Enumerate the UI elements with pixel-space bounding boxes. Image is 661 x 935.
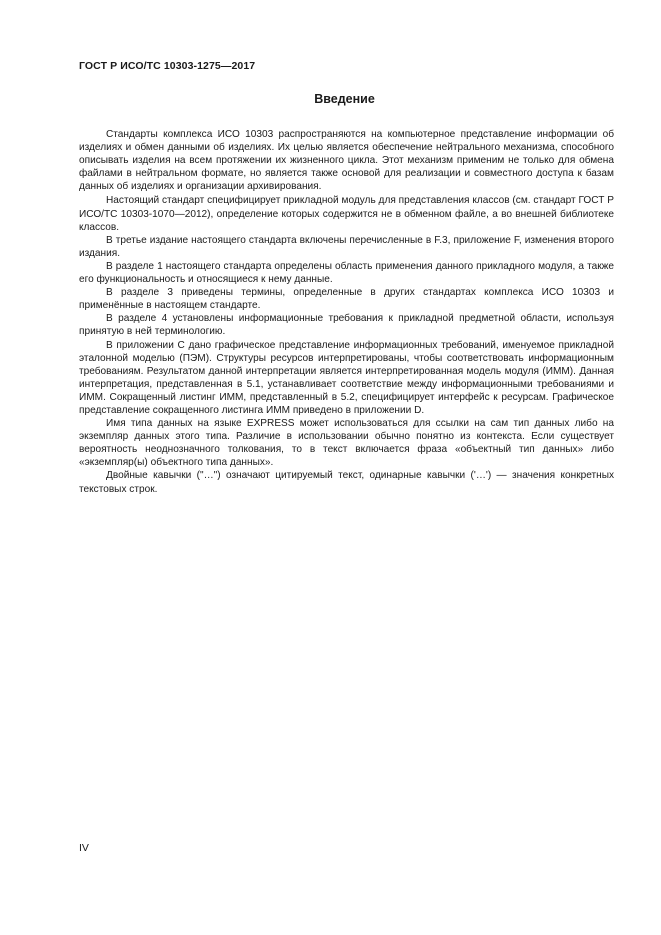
paragraph: Стандарты комплекса ИСО 10303 распространяются на компьютерное представление информации об изделиях и обмен данными об изделиях. Их целью является обеспечение нейтрального механизма, способного описывать изделия на всем протяжении их жизненного цикла. Этот механизм применим не только для обмена файлами в нейтральном формате, но является также основой для реализации и совместного доступа к базам данных об изделиях и организации архивирования. bbox=[79, 129, 614, 193]
paragraph: В третье издание настоящего стандарта включены перечисленные в F.3, приложение F, изменения второго издания. bbox=[79, 234, 614, 259]
paragraph: В разделе 4 установлены информационные требования к прикладной предметной области, используя принятую в ней терминологию. bbox=[79, 313, 614, 338]
section-title: Введение bbox=[314, 92, 375, 106]
page-number: IV bbox=[79, 842, 89, 854]
document-header-code: ГОСТ Р ИСО/ТС 10303-1275—2017 bbox=[79, 60, 256, 72]
paragraph: Настоящий стандарт специфицирует прикладной модуль для представления классов (см. стандарт ГОСТ Р ИСО/ТС 10303-1070—2012), определение которых содержится не в обменном файле, а во внешней библиотеке классов. bbox=[79, 195, 614, 233]
paragraph: В разделе 1 настоящего стандарта определены область применения данного прикладного модуля, а также его функциональность и относящиеся к нему данные. bbox=[79, 260, 614, 286]
paragraph: Имя типа данных на языке EXPRESS может использоваться для ссылки на сам тип данных либо на экземпляр данных этого типа. Различие в использовании обычно понятно из контекста. Если существует вероятность неоднозначного толкования, то в текст включается фраза «объектный тип данных» либо «экземпляр(ы) объектного типа данных». bbox=[79, 418, 614, 469]
paragraph: В приложении С дано графическое представление информационных требований, именуемое прикладной эталонной моделью (ПЭМ). Структуры ресурсов интерпретированы, чтобы соответствовать информационным требованиям. Результатом данной интерпретации является интерпретированная модель модуля (ИММ). Данная интерпретация, представленная в 5.1, устанавливает соответствие между информационными требованиями и ИММ. Сокращенный листинг ИММ, представленный в 5.2, специфицирует интерфейс к ресурсам. Графическое представление сокращенного листинга ИММ приведено в приложении D. bbox=[79, 339, 614, 416]
body-text bbox=[79, 128, 614, 496]
paragraph: Двойные кавычки ("…") означают цитируемый текст, одинарные кавычки ('…') — значения конкретных текстовых строк. bbox=[79, 470, 614, 495]
paragraph: В разделе 3 приведены термины, определенные в других стандартах комплекса ИСО 10303 и применённые в настоящем стандарте. bbox=[79, 287, 614, 312]
